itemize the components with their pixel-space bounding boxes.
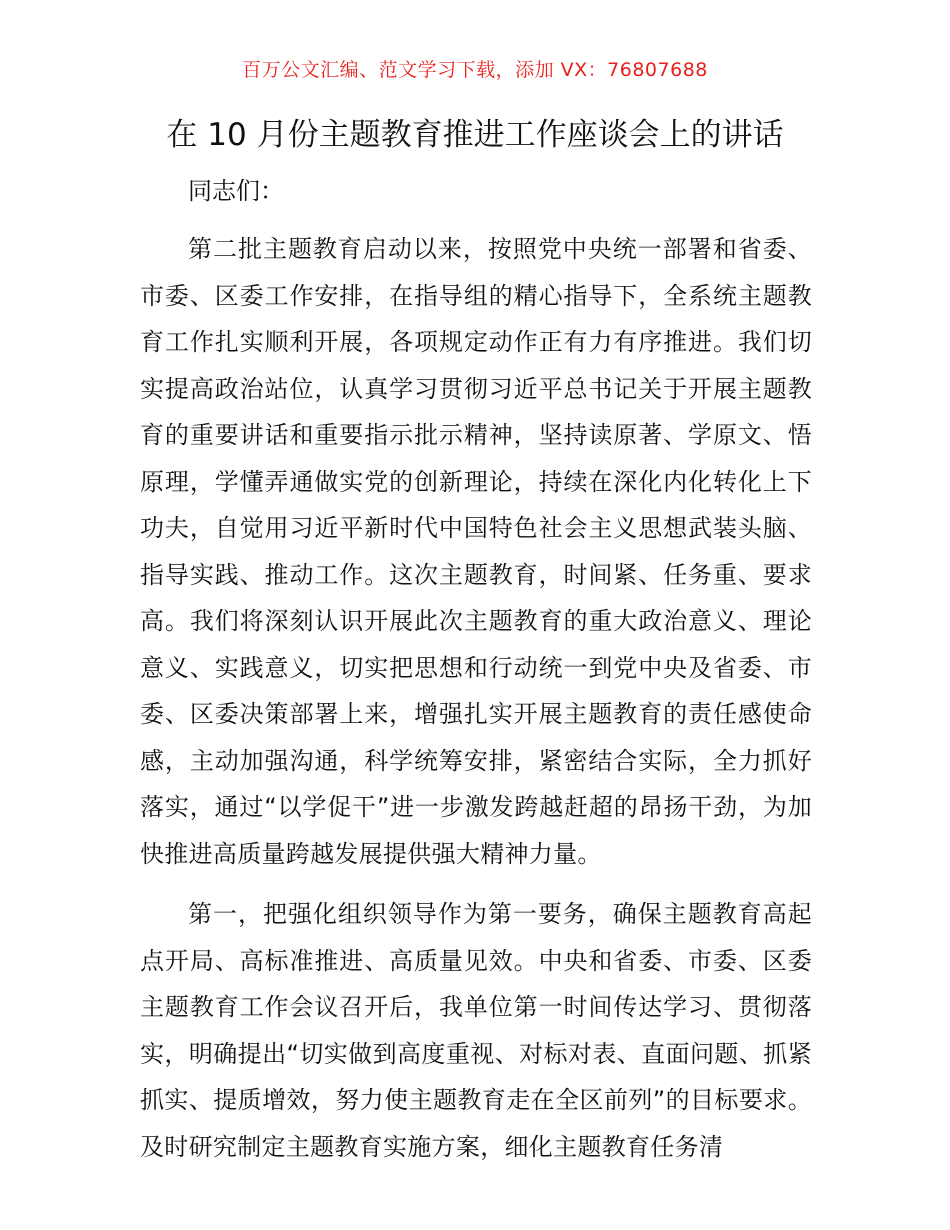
document-body bbox=[140, 168, 812, 1184]
paragraph-2: 第一，把强化组织领导作为第一要务，确保主题教育高起点开局、高标准推进、高质量见效。中央和省委、市委、区委主题教育工作会议召开后，我单位第一时间传达学习、贯彻落实，明确提出“切实做到高度重视、对标对表、直面问题、抓紧抓实、提质增效，努力使主题教育走在全区前列”的目标要求。及时研究制定主题教育实施方案，细化主题教育任务清 bbox=[140, 900, 812, 1161]
salutation: 同志们： bbox=[188, 177, 284, 205]
paragraph-1: 第二批主题教育启动以来，按照党中央统一部署和省委、市委、区委工作安排，在指导组的精心指导下，全系统主题教育工作扎实顺利开展，各项规定动作正有力有序推进。我们切实提高政治站位，认真学习贯彻习近平总书记关于开展主题教育的重要讲话和重要指示批示精神，坚持读原著、学原文、悟原理，学懂弄通做实党的创新理论，持续在深化内化转化上下功夫，自觉用习近平新时代中国特色社会主义思想武装头脑、指导实践、推动工作。这次主题教育，时间紧、任务重、要求高。我们将深刻认识开展此次主题教育的重大政治意义、理论意义、实践意义，切实把思想和行动统一到党中央及省委、市委、区委决策部署上来，增强扎实开展主题教育的责任感使命感，主动加强沟通，科学统筹安排，紧密结合实际，全力抓好落实，通过“以学促干”进一步激发跨越赶超的昂扬干劲，为加快推进高质量跨越发展提供强大精神力量。 bbox=[140, 235, 812, 868]
document-title: 在 10 月份主题教育推进工作座谈会上的讲话 bbox=[166, 117, 784, 153]
header-watermark-note: 百万公文汇编、范文学习下载，添加 VX：76807688 bbox=[242, 59, 708, 81]
